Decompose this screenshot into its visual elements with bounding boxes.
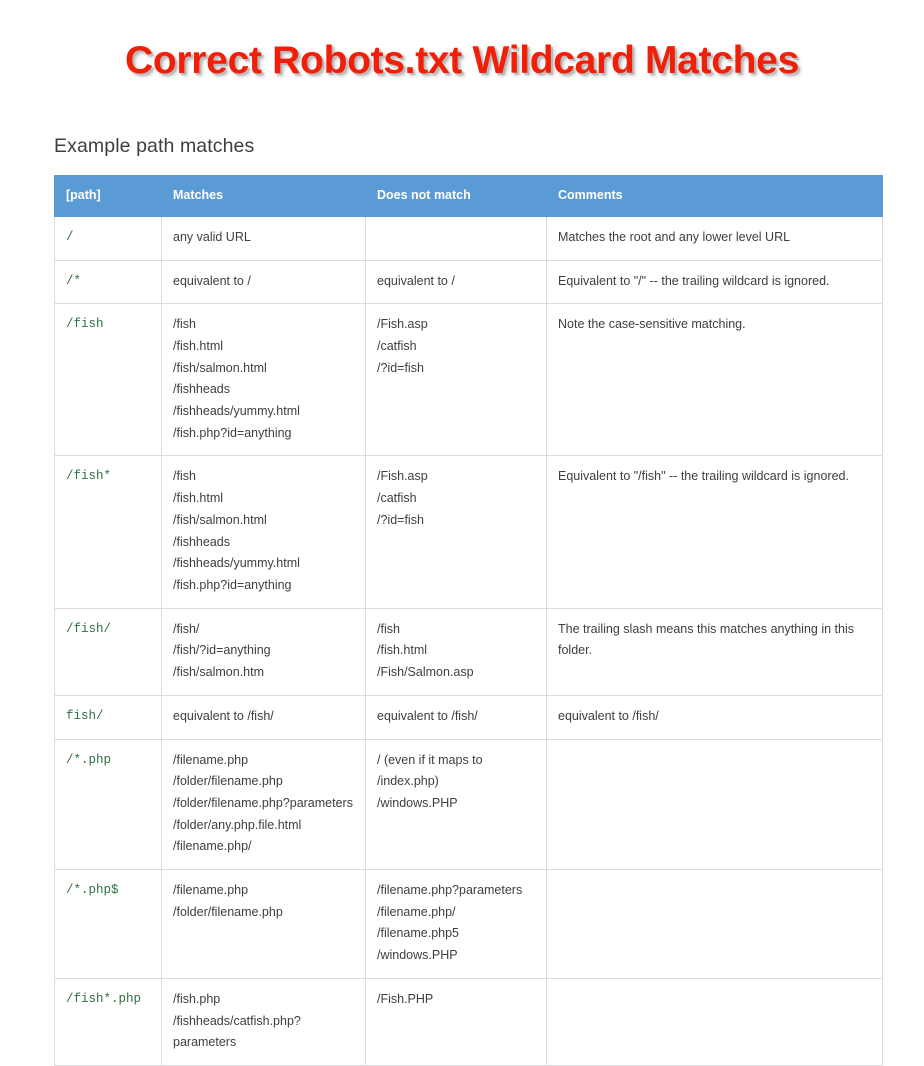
- cell-line: /fishheads/catfish.php?parameters: [173, 1013, 301, 1050]
- table-row: [55, 304, 883, 456]
- cell-path: /fish*: [55, 456, 162, 608]
- cell-line: equivalent to /fish/: [377, 708, 478, 723]
- cell-path: /fish/: [55, 608, 162, 695]
- cell-path: /: [55, 216, 162, 260]
- table-row: [55, 695, 883, 739]
- cell-does-not-match: [366, 870, 547, 979]
- table-row: [55, 978, 883, 1065]
- cell-line: /fish/: [173, 621, 200, 636]
- cell-line: Matches the root and any lower level URL: [558, 229, 791, 244]
- cell-matches: [162, 304, 366, 456]
- table-body: [55, 216, 883, 1065]
- cell-comments: [547, 216, 883, 260]
- table-row: [55, 216, 883, 260]
- cell-comments: [547, 260, 883, 304]
- cell-line: /fish: [173, 469, 196, 484]
- column-header-comments: Comments: [547, 176, 883, 217]
- cell-line: /windows.PHP: [377, 795, 458, 810]
- cell-line: /filename.php: [173, 752, 249, 767]
- cell-line: /filename.php: [173, 883, 249, 898]
- path-matches-table: [54, 175, 883, 1066]
- cell-line: /fish.html: [173, 338, 224, 353]
- cell-line: /fish/salmon.html: [173, 512, 267, 527]
- cell-matches: [162, 695, 366, 739]
- cell-does-not-match: [366, 456, 547, 608]
- cell-line: /filename.php/: [173, 839, 252, 854]
- cell-line: Note the case-sensitive matching.: [558, 317, 746, 332]
- title-banner: [0, 0, 924, 109]
- cell-line: /filename.php5: [377, 926, 460, 941]
- cell-does-not-match: [366, 608, 547, 695]
- cell-line: /?id=fish: [377, 512, 424, 527]
- cell-line: /fish: [377, 621, 400, 636]
- cell-matches: [162, 870, 366, 979]
- cell-path: /*.php: [55, 739, 162, 870]
- table-header: [55, 176, 883, 217]
- cell-line: equivalent to /: [377, 273, 455, 288]
- cell-comments: [547, 978, 883, 1065]
- table-row: [55, 870, 883, 979]
- cell-line: /filename.php?parameters: [377, 883, 523, 898]
- cell-line: /fishheads: [173, 382, 230, 397]
- section-heading: Example path matches: [54, 135, 255, 158]
- cell-comments: [547, 695, 883, 739]
- cell-matches: [162, 456, 366, 608]
- table-row: [55, 456, 883, 608]
- cell-line: /filename.php/: [377, 904, 456, 919]
- cell-matches: [162, 216, 366, 260]
- cell-line: /fish.php?id=anything: [173, 425, 292, 440]
- page-title: Correct Robots.txt Wildcard Matches: [125, 39, 799, 83]
- cell-line: Equivalent to "/fish" -- the trailing wildcard is ignored.: [558, 469, 849, 484]
- cell-path: /*: [55, 260, 162, 304]
- cell-line: /?id=fish: [377, 360, 424, 375]
- cell-does-not-match: [366, 739, 547, 870]
- cell-matches: [162, 739, 366, 870]
- table-row: [55, 260, 883, 304]
- path-matches-table-container: [54, 175, 882, 1066]
- cell-line: /Fish.asp: [377, 317, 428, 332]
- cell-path: /fish: [55, 304, 162, 456]
- cell-line: /Fish.asp: [377, 469, 428, 484]
- cell-line: Equivalent to "/" -- the trailing wildcard is ignored.: [558, 273, 830, 288]
- cell-does-not-match: [366, 978, 547, 1065]
- cell-line: equivalent to /: [173, 273, 251, 288]
- column-header-matches: Matches: [162, 176, 366, 217]
- cell-does-not-match: [366, 260, 547, 304]
- cell-line: /fish.php: [173, 991, 221, 1006]
- cell-line: /fish/salmon.html: [173, 360, 267, 375]
- cell-line: The trailing slash means this matches anything in this folder.: [558, 621, 854, 658]
- cell-comments: [547, 870, 883, 979]
- cell-line: /fish/salmon.htm: [173, 665, 265, 680]
- column-header-path: [path]: [55, 176, 162, 217]
- column-header-does-not-match: Does not match: [366, 176, 547, 217]
- cell-line: /fish.html: [377, 643, 428, 658]
- cell-line: /fish: [173, 317, 196, 332]
- cell-line: /fishheads: [173, 534, 230, 549]
- table-row: [55, 739, 883, 870]
- cell-matches: [162, 978, 366, 1065]
- cell-line: /folder/filename.php?parameters: [173, 795, 353, 810]
- cell-path: /*.php$: [55, 870, 162, 979]
- cell-does-not-match: [366, 216, 547, 260]
- cell-line: equivalent to /fish/: [558, 708, 659, 723]
- cell-line: /fish.php?id=anything: [173, 577, 292, 592]
- cell-line: /fishheads/yummy.html: [173, 556, 300, 571]
- cell-line: /windows.PHP: [377, 948, 458, 963]
- cell-line: /folder/filename.php: [173, 774, 283, 789]
- cell-path: fish/: [55, 695, 162, 739]
- cell-line: /Fish.PHP: [377, 991, 434, 1006]
- cell-line: any valid URL: [173, 229, 251, 244]
- cell-line: /Fish/Salmon.asp: [377, 665, 474, 680]
- cell-line: /catfish: [377, 338, 417, 353]
- table-header-row: [55, 176, 883, 217]
- cell-matches: [162, 260, 366, 304]
- cell-path: /fish*.php: [55, 978, 162, 1065]
- cell-line: /catfish: [377, 491, 417, 506]
- cell-line: /fish/?id=anything: [173, 643, 271, 658]
- cell-does-not-match: [366, 695, 547, 739]
- cell-line: /folder/filename.php: [173, 904, 283, 919]
- cell-comments: [547, 739, 883, 870]
- cell-line: / (even if it maps to /index.php): [377, 752, 483, 789]
- cell-comments: [547, 304, 883, 456]
- cell-matches: [162, 608, 366, 695]
- cell-line: /fishheads/yummy.html: [173, 404, 300, 419]
- cell-does-not-match: [366, 304, 547, 456]
- cell-comments: [547, 456, 883, 608]
- table-row: [55, 608, 883, 695]
- cell-comments: [547, 608, 883, 695]
- cell-line: /folder/any.php.file.html: [173, 817, 302, 832]
- cell-line: /fish.html: [173, 491, 224, 506]
- cell-line: equivalent to /fish/: [173, 708, 274, 723]
